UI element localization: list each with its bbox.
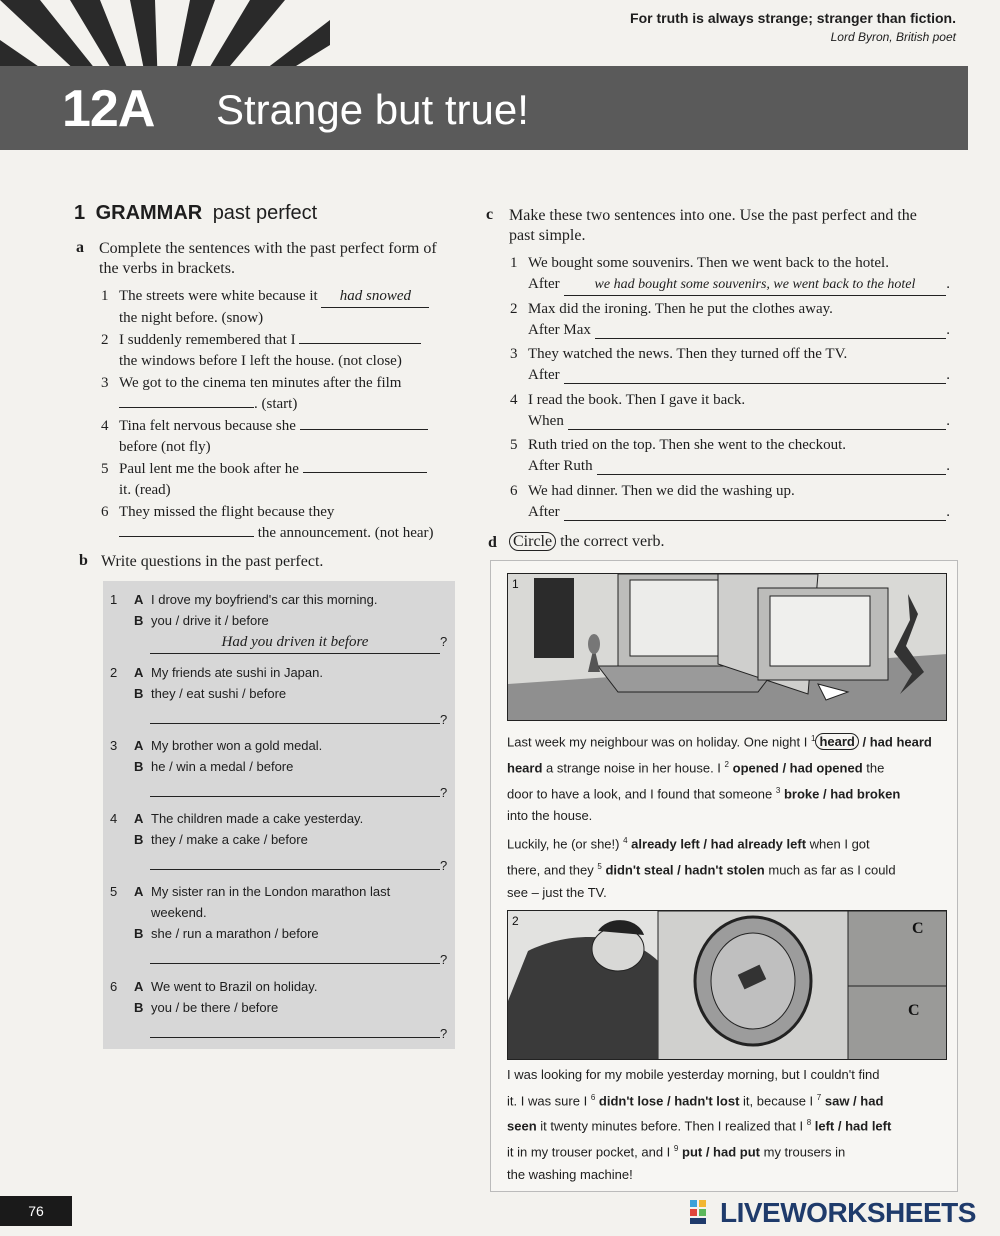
exercise-c-letter: c — [486, 206, 494, 223]
story-2-text: I was looking for my mobile yesterday morning, but I couldn't find it. I was sure I $^6$ didn't lose / hadn't lost it, because I $^7$ saw / had seen it twenty minutes before. Then I realized that I $^8$ left / had left it in my trouser pocket, and I $^9$ put / had put my trousers in the washing machine! — [507, 1067, 892, 1182]
list-item: 6 We had dinner. Then we did the washing up. After . — [510, 482, 950, 520]
exercise-a-instruction: Complete the sentences with the past perfect form of the verbs in brackets. — [99, 240, 437, 277]
list-item: 1 The streets were white because it had snowed the night before. (snow) — [101, 286, 461, 329]
verb-option[interactable]: saw / had — [824, 1092, 884, 1108]
washing-machine-drawing — [508, 911, 947, 1060]
list-item: 4 A The children made a cake yesterday. B they / make a cake / before ? — [110, 811, 448, 873]
verb-option[interactable]: put / had put — [682, 1144, 760, 1160]
quote-author: Lord Byron, British poet — [830, 30, 956, 44]
answer-field[interactable] — [564, 502, 947, 521]
answer-field[interactable] — [299, 343, 421, 344]
illustration-burglary — [507, 573, 947, 721]
answer-field[interactable] — [150, 944, 440, 964]
quote-text: For truth is always strange; stranger than fiction. — [630, 10, 956, 26]
section-heading — [74, 202, 317, 225]
verb-option[interactable]: seen — [507, 1118, 537, 1134]
burglary-drawing — [508, 574, 947, 721]
answer-field[interactable]: Had you driven it before — [150, 632, 440, 654]
section-subtitle: past perfect — [212, 202, 318, 224]
exercise-d-letter: d — [488, 534, 497, 551]
list-item: 6 A We went to Brazil on holiday. B you / be there / before ? — [110, 979, 448, 1041]
list-item: 6 They missed the flight because they the announcement. (not hear) — [101, 504, 434, 541]
list-item: 4 Tina felt nervous because she before (not fly) — [101, 416, 461, 458]
answer-field[interactable]: had snowed — [321, 286, 429, 308]
exercise-b-list — [110, 589, 452, 1049]
exercise-b-letter: b — [79, 552, 88, 569]
list-item: 2 I suddenly remembered that I the windows before I left the house. (not close) — [101, 330, 461, 372]
answer-field[interactable] — [150, 777, 440, 797]
illustration-washing-machine — [507, 910, 947, 1060]
exercise-a-letter: a — [76, 239, 84, 256]
exercise-c-list — [510, 253, 950, 526]
section-number: 1 — [74, 202, 86, 224]
list-item: 5 Paul lent me the book after he it. (read) — [101, 459, 461, 501]
exercise-d-instruction: Circle the correct verb. — [509, 532, 664, 552]
exercise-a-list — [101, 286, 461, 544]
answer-field[interactable] — [119, 536, 254, 537]
unit-title: Strange but true! — [216, 86, 529, 133]
brand-watermark — [690, 1197, 976, 1229]
answer-field[interactable]: we had bought some souvenirs, we went back to the hotel — [564, 274, 947, 296]
list-item: 2 A My friends ate sushi in Japan. B they / eat sushi / before ? — [110, 665, 448, 727]
section-title: GRAMMAR — [95, 202, 203, 224]
circle-word: Circle — [509, 532, 556, 551]
verb-option[interactable]: broke / had broken — [783, 785, 901, 801]
drawer-label-top: C — [912, 920, 924, 937]
answer-field[interactable] — [300, 429, 428, 430]
verb-option[interactable]: already left / had already left — [631, 836, 807, 852]
list-item: 2 Max did the ironing. Then he put the clothes away. After Max . — [510, 300, 950, 338]
answer-field[interactable] — [150, 850, 440, 870]
answer-field[interactable] — [150, 1018, 440, 1038]
page-number: 76 — [0, 1196, 72, 1226]
verb-option[interactable]: heard — [815, 733, 858, 750]
verb-option[interactable]: opened / had opened — [732, 760, 863, 776]
unit-code: 12A — [62, 80, 155, 138]
list-item: 5 A My sister ran in the London marathon last weekend. B she / run a marathon / before ? — [110, 884, 448, 967]
list-item: 3 We got to the cinema ten minutes after the film . (start) — [101, 375, 402, 412]
list-item: 4 I read the book. Then I gave it back. When . — [510, 391, 950, 429]
answer-field[interactable] — [303, 472, 427, 473]
verb-option[interactable]: left / had left — [814, 1118, 892, 1134]
list-item: 1 A I drove my boyfriend's car this morning. B you / drive it / before Had you driven it before ? — [110, 589, 452, 662]
exercise-c-instruction: Make these two sentences into one. Use the past perfect and the past simple. — [509, 207, 917, 244]
exercise-b-instruction: Write questions in the past perfect. — [101, 553, 324, 570]
list-item: 1 We bought some souvenirs. Then we went back to the hotel. After we had bought some souvenirs, we went back to the hotel . — [510, 253, 950, 299]
verb-option[interactable]: had heard — [869, 734, 932, 750]
answer-field[interactable] — [119, 407, 254, 408]
picture-1-number: 1 — [512, 577, 519, 591]
story-1-text: Last week my neighbour was on holiday. One night I $^1$ heard / had heard heard a strange noise in her house. I $^2$ opened / had opened the door to have a look, and I found that someone $^3$ broke / had broken into the house. Luckily, he (or she!) $^4$ already left / had already left when I got there, and they $^5$ didn't steal / hadn't stolen much as far as I could see – just the TV. — [507, 734, 932, 900]
verb-option[interactable]: didn't steal / hadn't stolen — [605, 862, 765, 878]
epigraph — [630, 10, 956, 44]
answer-field[interactable] — [564, 365, 947, 384]
answer-field[interactable] — [150, 704, 440, 724]
list-item: 5 Ruth tried on the top. Then she went to the checkout. After Ruth . — [510, 437, 950, 474]
list-item: 3 A My brother won a gold medal. B he / win a medal / before ? — [110, 738, 448, 800]
answer-field[interactable] — [597, 456, 947, 475]
liveworksheets-logo-icon — [690, 1200, 716, 1224]
picture-2-number: 2 — [512, 914, 519, 928]
drawer-label-bottom: C — [908, 1002, 920, 1019]
answer-field[interactable] — [568, 411, 946, 430]
list-item: 3 They watched the news. Then they turned off the TV. After . — [510, 346, 950, 383]
verb-option[interactable]: didn't lose / hadn't lost — [598, 1092, 740, 1108]
answer-field[interactable] — [595, 320, 946, 339]
brand-text: LIVEWORKSHEETS — [720, 1197, 976, 1228]
